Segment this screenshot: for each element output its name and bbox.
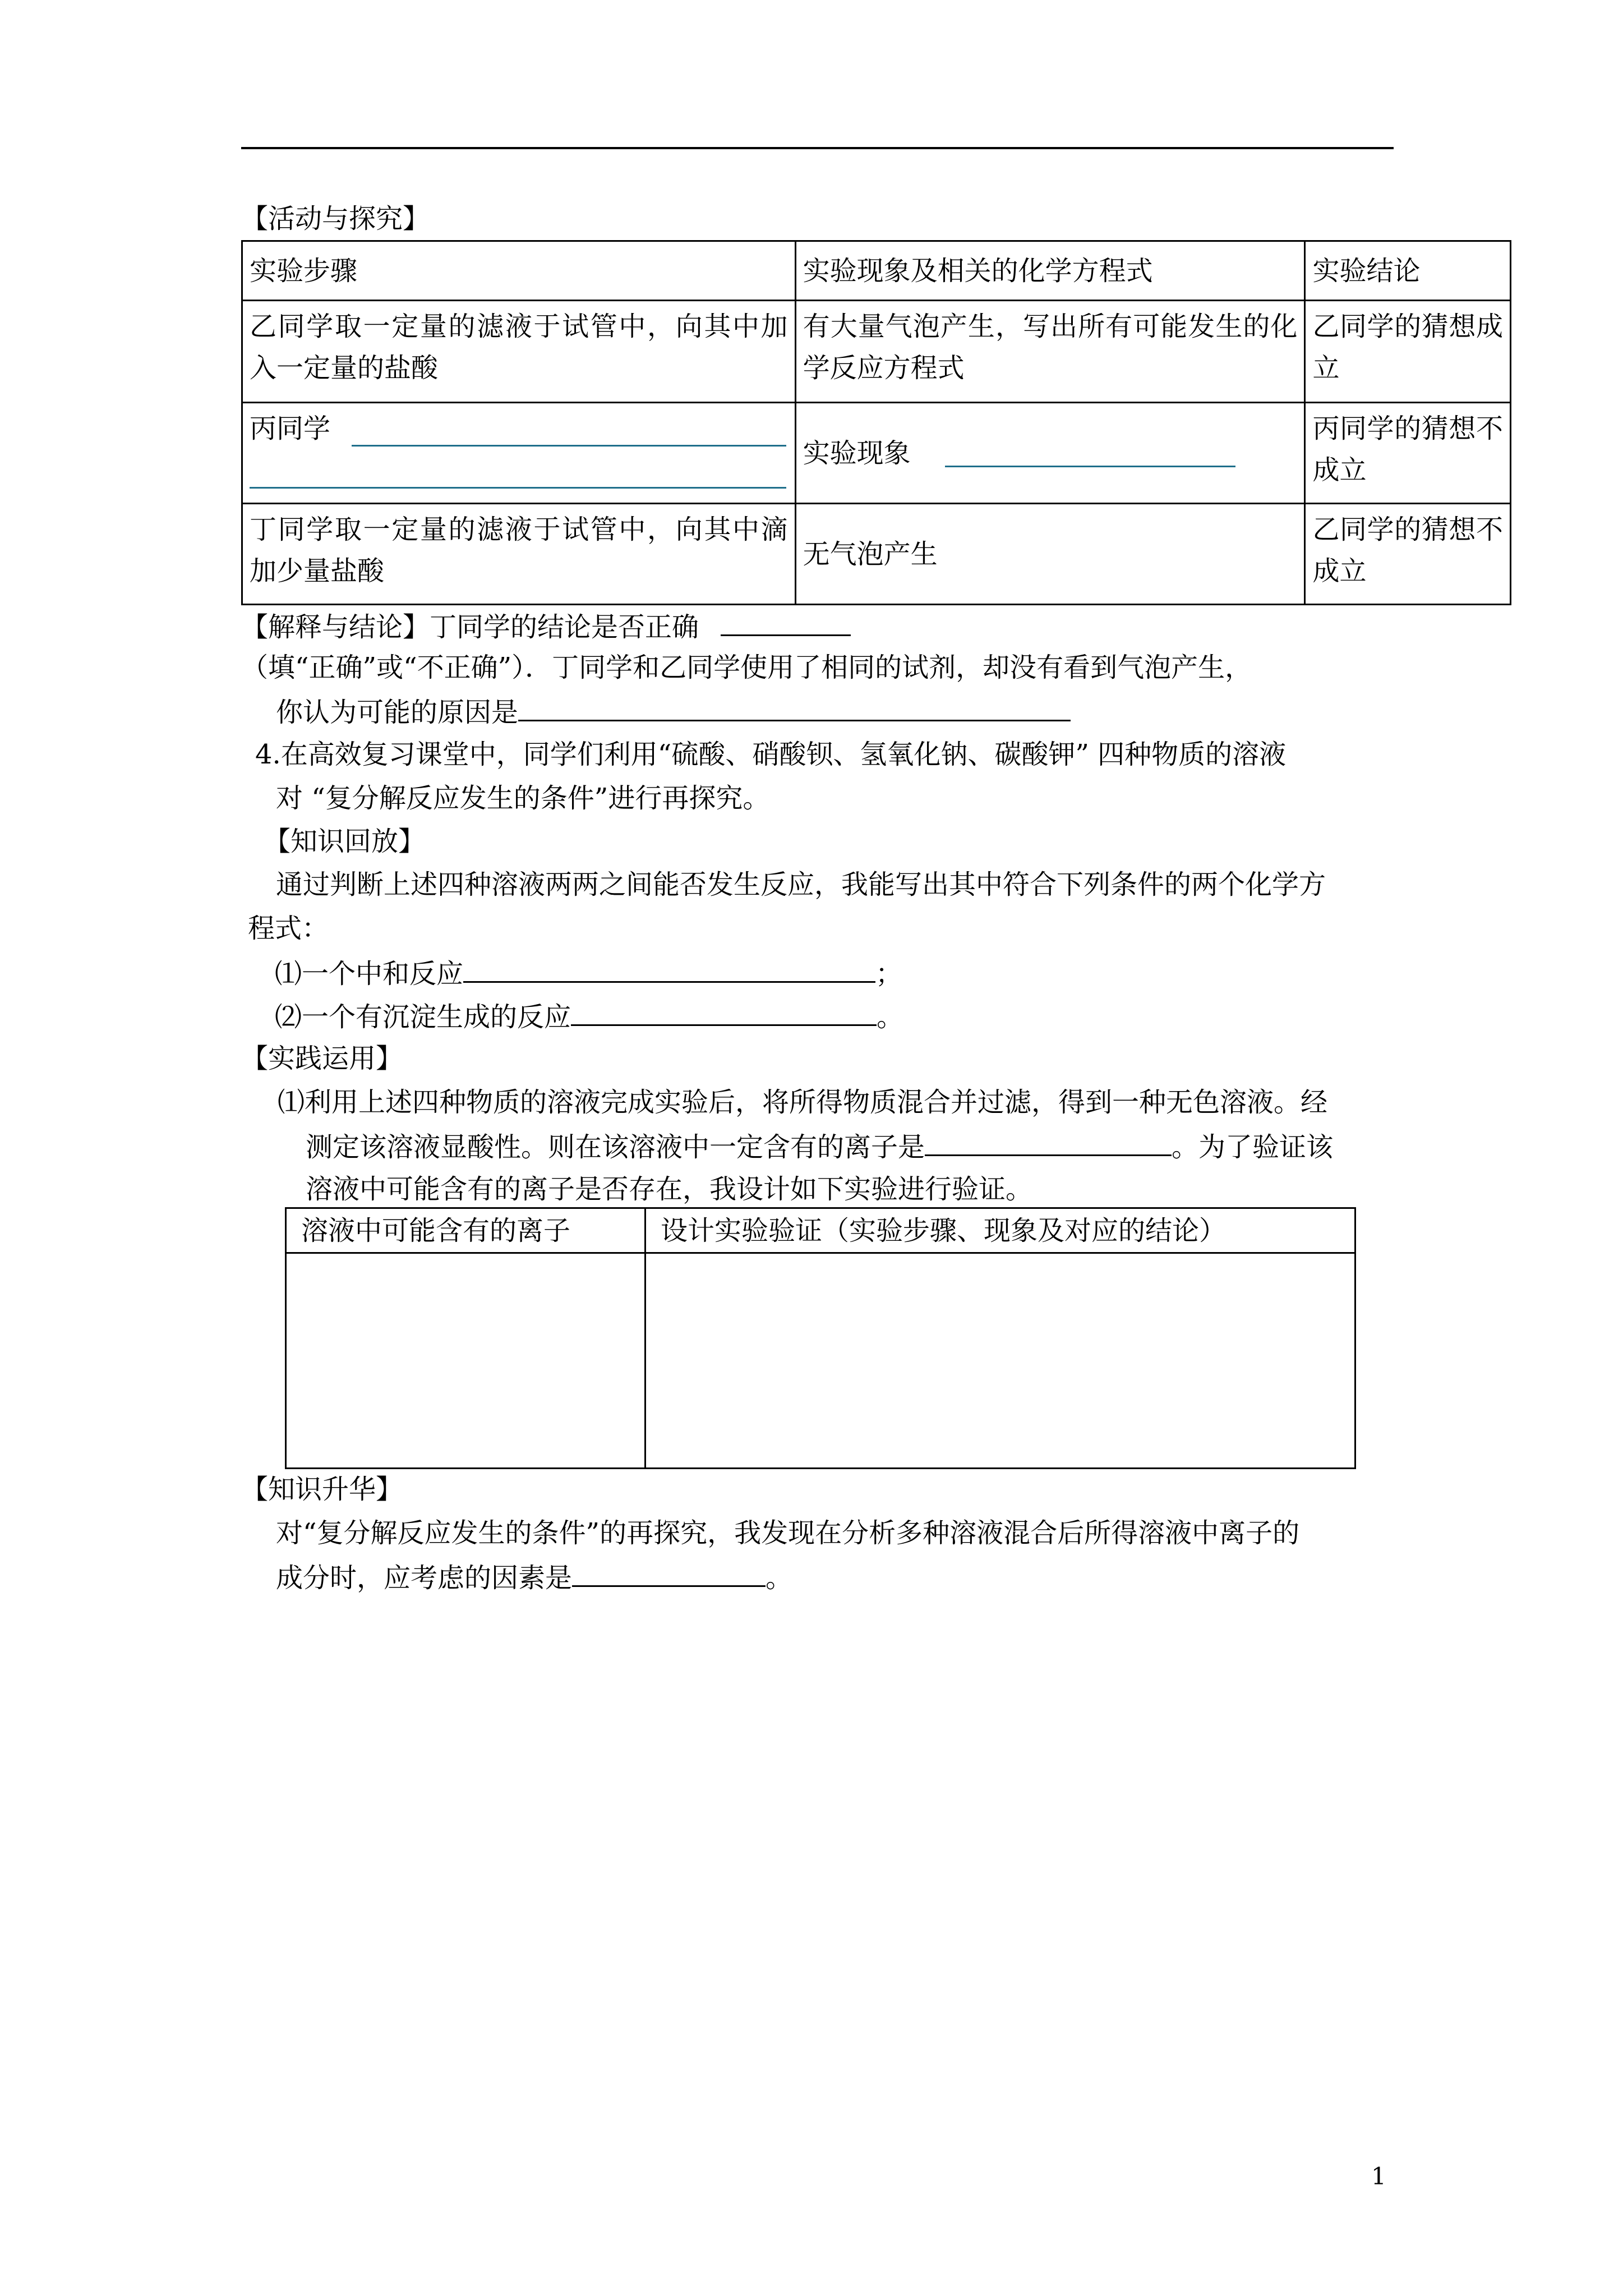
- table-cell: 乙同学的猜想成立: [1305, 301, 1511, 403]
- table-cell: 乙同学的猜想不成立: [1305, 504, 1511, 605]
- answer-blank-correctness[interactable]: [721, 609, 851, 636]
- practice-line-2-end: 。为了验证该: [1172, 1131, 1334, 1163]
- table-header-row: [286, 1208, 1355, 1253]
- practice-line-2: [306, 1129, 1333, 1164]
- sublimation-line-1: 对“复分解反应发生的条件”的再探究，我发现在分析多种溶液混合后所得溶液中离子的: [276, 1517, 1300, 1549]
- practice-heading: 【实践运用】: [241, 1043, 403, 1074]
- sublimation-line-2-text: 成分时，应考虑的因素是: [276, 1562, 573, 1594]
- question-4-line-1: 4.在高效复习课堂中，同学们利用“硫酸、硝酸钡、氢氧化钠、碳酸钾” 四种物质的溶液: [255, 739, 1287, 770]
- activity-heading: 【活动与探究】: [241, 203, 430, 234]
- item-2-label: ⑵一个有沉淀生成的反应: [275, 1001, 571, 1033]
- answer-cell-experiment[interactable]: [645, 1253, 1355, 1469]
- table-cell: 有大量气泡产生，写出所有可能发生的化学反应方程式: [795, 301, 1305, 403]
- item-2-end: 。: [877, 1001, 904, 1033]
- table-header: 溶液中可能含有的离子: [286, 1208, 645, 1253]
- item-1-end: ；: [875, 958, 903, 990]
- sublimation-line-2: [276, 1559, 792, 1595]
- conclusion-line-2: （填“正确”或“不正确”）．丁同学和乙同学使用了相同的试剂，却没有看到气泡产生，: [241, 652, 1252, 683]
- table-cell: 实验现象: [795, 403, 1305, 504]
- header-rule: [241, 147, 1394, 149]
- answer-blank-factors[interactable]: [572, 1559, 766, 1587]
- table-cell: 丙同学: [242, 403, 796, 504]
- answer-blank-phenomenon[interactable]: [945, 466, 1235, 467]
- item-2-line: [275, 999, 903, 1034]
- answer-cell-ion[interactable]: [286, 1253, 645, 1469]
- table-header: 实验现象及相关的化学方程式: [795, 241, 1305, 301]
- table-cell: 乙同学取一定量的滤液于试管中，向其中加入一定量的盐酸: [242, 301, 796, 403]
- table-cell: 丙同学的猜想不成立: [1305, 403, 1511, 504]
- answer-blank-bing-step-2[interactable]: [250, 487, 786, 489]
- answer-blank-bing-step-1[interactable]: [352, 445, 786, 447]
- sublimation-heading: 【知识升华】: [241, 1474, 403, 1505]
- table-header: 设计实验验证（实验步骤、现象及对应的结论）: [645, 1208, 1355, 1253]
- table-header: 实验步骤: [242, 241, 796, 301]
- conclusion-heading: 【解释与结论】丁同学的结论是否正确: [241, 611, 699, 643]
- answer-blank-neutralization[interactable]: [463, 955, 875, 983]
- question-4-line-2: 对 “复分解反应发生的条件”进行再探究。: [276, 783, 770, 814]
- item-1-label: ⑴一个中和反应: [275, 958, 464, 990]
- table-header-row: [242, 241, 1511, 301]
- knowledge-line-1: 通过判断上述四种溶液两两之间能否发生反应，我能写出其中符合下列条件的两个化学方: [276, 869, 1326, 900]
- knowledge-heading: 【知识回放】: [264, 826, 426, 857]
- answer-blank-precipitate[interactable]: [571, 999, 877, 1026]
- table-cell: 无气泡产生: [795, 504, 1305, 605]
- table-row: [286, 1253, 1355, 1469]
- table-row: [242, 301, 1511, 403]
- practice-line-1: ⑴利用上述四种物质的溶液完成实验后，将所得物质混合并过滤，得到一种无色溶液。经: [278, 1087, 1328, 1118]
- table-row: [242, 504, 1511, 605]
- conclusion-line-1: [241, 609, 851, 644]
- experiment-table: [241, 240, 1511, 605]
- sublimation-line-2-end: 。: [766, 1562, 793, 1594]
- table-cell: 丁同学取一定量的滤液于试管中，向其中滴加少量盐酸: [242, 504, 796, 605]
- practice-line-2-text: 测定该溶液显酸性。则在该溶液中一定含有的离子是: [306, 1131, 925, 1163]
- answer-blank-ions[interactable]: [925, 1129, 1172, 1156]
- item-1-line: [275, 955, 902, 991]
- table-header: 实验结论: [1305, 241, 1511, 301]
- practice-line-3: 溶液中可能含有的离子是否存在，我设计如下实验进行验证。: [306, 1174, 1033, 1205]
- knowledge-line-2: 程式：: [248, 913, 329, 944]
- page-number: 1: [1371, 2162, 1386, 2190]
- reason-prompt: 你认为可能的原因是: [276, 697, 519, 728]
- ion-verification-table: [285, 1207, 1356, 1469]
- conclusion-line-3: [276, 694, 1071, 729]
- answer-blank-reason[interactable]: [518, 694, 1071, 721]
